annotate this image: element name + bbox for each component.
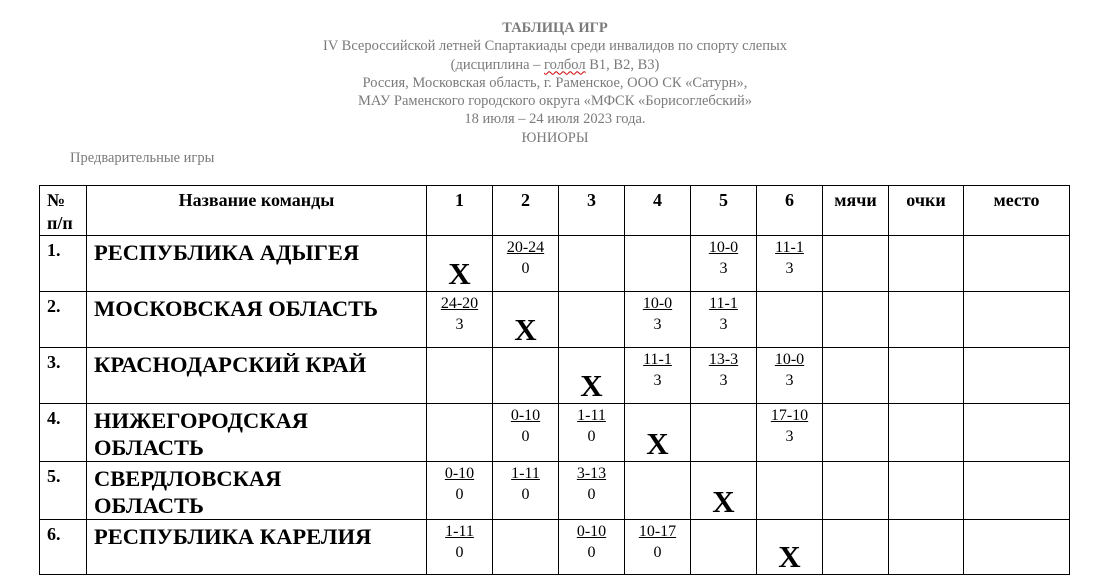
match-result	[691, 236, 757, 292]
match-result-empty	[493, 520, 559, 575]
match-score: 11-1	[643, 351, 672, 368]
balls-total	[823, 348, 889, 404]
match-result-empty	[559, 236, 625, 292]
col-header-4: 4	[625, 186, 691, 236]
event-name: IV Всероссийской летней Спартакиады среди инвалидов по спорту слепых	[322, 38, 787, 55]
match-result	[427, 462, 493, 520]
match-result	[559, 462, 625, 520]
match-result	[625, 520, 691, 575]
table-row	[40, 404, 1070, 462]
table-row	[40, 348, 1070, 404]
table-header-row	[40, 186, 1070, 236]
balls-total	[823, 462, 889, 520]
venue-line: Россия, Московская область, г. Раменское, ООО СК «Сатурн»,	[362, 74, 748, 91]
place-value	[964, 520, 1070, 575]
match-points: 0	[653, 544, 662, 561]
discipline-line	[0, 56, 1106, 74]
table-row	[40, 520, 1070, 575]
match-score: 0-10	[576, 523, 607, 540]
team-name	[87, 404, 427, 462]
team-name-line: ОБЛАСТЬ	[94, 493, 204, 518]
row-index: 6.	[40, 520, 87, 575]
match-result	[691, 348, 757, 404]
match-result	[757, 404, 823, 462]
match-result	[757, 236, 823, 292]
match-points: 3	[455, 316, 464, 333]
self-match-x: X	[559, 348, 625, 404]
category-line: ЮНИОРЫ	[521, 129, 589, 146]
row-index: 4.	[40, 404, 87, 462]
balls-total	[823, 292, 889, 348]
document-title: ТАБЛИЦА ИГР	[502, 20, 608, 36]
match-points: 3	[653, 372, 662, 389]
match-result	[427, 520, 493, 575]
match-points: 0	[521, 260, 530, 277]
match-score: 0-10	[510, 407, 541, 424]
match-result-empty	[493, 348, 559, 404]
match-score: 17-10	[770, 407, 809, 424]
team-name-line: СВЕРДЛОВСКАЯ	[94, 466, 282, 491]
place-value	[964, 292, 1070, 348]
team-name: МОСКОВСКАЯ ОБЛАСТЬ	[87, 292, 427, 348]
col-header-balls: мячи	[823, 186, 889, 236]
discipline-classes: В1, В2, В3)	[585, 56, 660, 73]
match-result-empty	[691, 404, 757, 462]
row-index: 5.	[40, 462, 87, 520]
team-name	[87, 462, 427, 520]
col-header-3: 3	[559, 186, 625, 236]
match-result	[559, 404, 625, 462]
points-total	[889, 462, 964, 520]
match-score: 3-13	[576, 465, 607, 482]
match-points: 3	[785, 372, 794, 389]
match-result	[757, 348, 823, 404]
match-points: 0	[521, 428, 530, 445]
match-points: 3	[653, 316, 662, 333]
match-score: 1-11	[511, 465, 540, 482]
document-header	[0, 19, 1106, 147]
col-header-5: 5	[691, 186, 757, 236]
team-name-line: ОБЛАСТЬ	[94, 435, 204, 460]
games-table	[39, 185, 1070, 575]
match-result-empty	[757, 462, 823, 520]
dates-line: 18 июля – 24 июля 2023 года.	[464, 111, 646, 128]
match-score: 1-11	[577, 407, 606, 424]
match-score: 10-0	[642, 295, 673, 312]
match-score: 10-0	[708, 239, 739, 256]
match-points: 0	[587, 486, 596, 503]
match-result-empty	[757, 292, 823, 348]
self-match-x: X	[625, 404, 691, 462]
match-score: 20-24	[506, 239, 545, 256]
match-points: 0	[587, 428, 596, 445]
match-result	[559, 520, 625, 575]
col-header-6: 6	[757, 186, 823, 236]
match-points: 0	[455, 544, 464, 561]
match-result	[493, 236, 559, 292]
match-score: 0-10	[444, 465, 475, 482]
col-header-1: 1	[427, 186, 493, 236]
table-row	[40, 292, 1070, 348]
match-result	[691, 292, 757, 348]
team-name: РЕСПУБЛИКА КАРЕЛИЯ	[87, 520, 427, 575]
self-match-x: X	[427, 236, 493, 292]
points-total	[889, 236, 964, 292]
match-points: 0	[587, 544, 596, 561]
match-points: 0	[521, 486, 530, 503]
match-result	[625, 292, 691, 348]
row-index: 3.	[40, 348, 87, 404]
match-points: 3	[719, 372, 728, 389]
self-match-x: X	[691, 462, 757, 520]
match-result	[427, 292, 493, 348]
col-header-place: место	[964, 186, 1070, 236]
match-points: 3	[719, 260, 728, 277]
balls-total	[823, 236, 889, 292]
points-total	[889, 520, 964, 575]
row-index: 2.	[40, 292, 87, 348]
self-match-x: X	[757, 520, 823, 575]
match-result	[493, 462, 559, 520]
col-header-number: № п/п	[40, 186, 87, 236]
match-points: 3	[785, 428, 794, 445]
table-row	[40, 462, 1070, 520]
match-score: 10-17	[638, 523, 677, 540]
table-row	[40, 236, 1070, 292]
match-result-empty	[625, 462, 691, 520]
discipline-prefix: (дисциплина –	[450, 56, 545, 73]
organizer-line: МАУ Раменского городского округа «МФСК «Борисоглебский»	[357, 93, 753, 110]
match-result-empty	[625, 236, 691, 292]
place-value	[964, 348, 1070, 404]
team-name: КРАСНОДАРСКИЙ КРАЙ	[87, 348, 427, 404]
points-total	[889, 348, 964, 404]
col-header-2: 2	[493, 186, 559, 236]
match-score: 10-0	[774, 351, 805, 368]
row-index: 1.	[40, 236, 87, 292]
match-points: 0	[455, 486, 464, 503]
match-score: 24-20	[440, 295, 479, 312]
points-total	[889, 292, 964, 348]
match-result-empty	[427, 348, 493, 404]
match-points: 3	[719, 316, 728, 333]
col-header-team: Название команды	[87, 186, 427, 236]
match-score: 11-1	[775, 239, 804, 256]
match-result	[625, 348, 691, 404]
team-name-line: НИЖЕГОРОДСКАЯ	[94, 408, 309, 433]
balls-total	[823, 520, 889, 575]
discipline-name: голбол	[544, 56, 586, 73]
self-match-x: X	[493, 292, 559, 348]
match-result-empty	[427, 404, 493, 462]
place-value	[964, 236, 1070, 292]
match-points: 3	[785, 260, 794, 277]
match-result-empty	[691, 520, 757, 575]
balls-total	[823, 404, 889, 462]
stage-label: Предварительные игры	[70, 150, 215, 166]
match-score: 13-3	[708, 351, 739, 368]
match-result-empty	[559, 292, 625, 348]
team-name: РЕСПУБЛИКА АДЫГЕЯ	[87, 236, 427, 292]
place-value	[964, 404, 1070, 462]
col-header-points: очки	[889, 186, 964, 236]
match-result	[493, 404, 559, 462]
match-score: 1-11	[445, 523, 474, 540]
points-total	[889, 404, 964, 462]
match-score: 11-1	[709, 295, 738, 312]
place-value	[964, 462, 1070, 520]
